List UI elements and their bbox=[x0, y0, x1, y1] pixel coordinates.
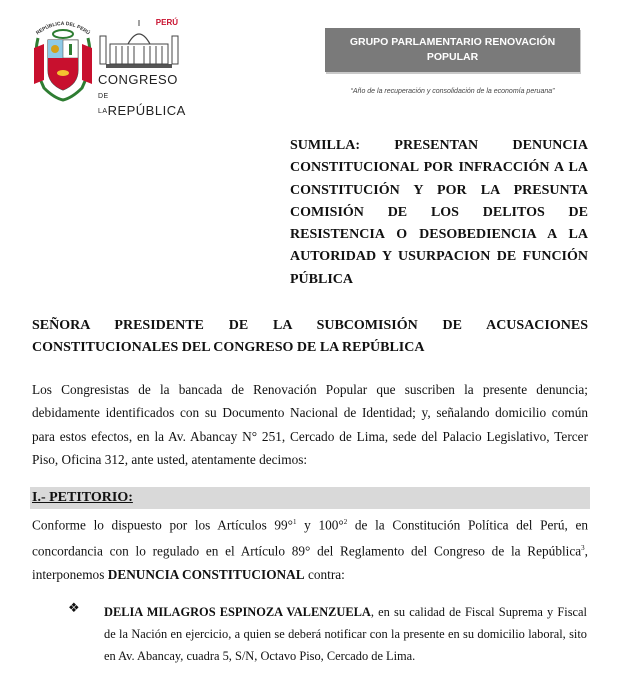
congress-logo bbox=[30, 18, 186, 118]
defendant-text bbox=[104, 601, 587, 667]
defendant-details: , en su calidad de Fiscal Suprema y Fiscal de la Nación en ejercicio, a quien se deberá notificar con la presente en su domicilio laboral, sito en Av. Abancay, cuadra 5, S/N, Octavo Piso, Cercado de Lima. bbox=[104, 605, 588, 663]
footnote-ref-2: 2 bbox=[343, 518, 348, 526]
footnote-ref-1: 1 bbox=[293, 518, 297, 526]
footnote-ref-3: 3 bbox=[581, 543, 585, 552]
addressee-paragraph: SEÑORA PRESIDENTE DE LA SUBCOMISIÓN DE ACUSACIONES CONSTITUCIONALES DEL CONGRESO DE LA REPÚBLICA bbox=[32, 318, 588, 355]
republica-connector: DE LA bbox=[98, 93, 109, 116]
sumilla-paragraph: SUMILLA: PRESENTAN DENUNCIA CONSTITUCIONAL POR INFRACCIÓN A LA CONSTITUCIÓN Y POR LA PRESUNTA COMISIÓN DE LOS DELITOS DE RESISTENCIA O DESOBEDIENCIA A LA AUTORIDAD Y USURPACION DE FUNCIÓN PÚBLICA bbox=[290, 138, 588, 287]
defendant-name: DELIA MILAGROS ESPINOZA VALENZUELA bbox=[104, 605, 371, 619]
congress-word: CONGRESO bbox=[98, 72, 178, 87]
group-name: GRUPO PARLAMENTARIO RENOVACIÓN POPULAR bbox=[349, 36, 556, 63]
intro-paragraph: Los Congresistas de la bancada de Renovación Popular que suscriben la presente denuncia; debidamente identificados con su Documento Nacional de Identidad; y, señalando domicilio común para estos efectos, en la Av. Abancay N° 251, Cercado de Lima, sede del Palacio Legislativo, Tercer Piso, Oficina 312, ante usted, atentamente decimos: bbox=[32, 382, 588, 468]
peru-tag: PERÚ bbox=[155, 18, 178, 27]
diamond-bullet-icon: ❖ bbox=[68, 601, 80, 616]
republica-word bbox=[98, 88, 186, 118]
republica-word-text: REPÚBLICA bbox=[107, 103, 186, 118]
petitorio-part3: de la Constitución Política del Perú, en concordancia con lo regulado en el Artículo 89° del Reglamento del Congreso de la República bbox=[32, 517, 589, 559]
seal-text-arc bbox=[30, 18, 96, 38]
svg-text:REPÚBLICA DEL PERÚ: REPÚBLICA DEL PERÚ bbox=[35, 20, 91, 37]
congress-building-logo bbox=[98, 18, 186, 118]
petitorio-part1: Conforme lo dispuesto por los Artículos 99° bbox=[32, 517, 294, 533]
petitorio-part5: contra: bbox=[304, 566, 345, 582]
petitorio-paragraph bbox=[32, 511, 588, 586]
year-motto: “Año de la recuperación y consolidación de la economía peruana” bbox=[350, 88, 555, 95]
petitorio-part2: y 100° bbox=[296, 517, 344, 533]
petitorio-heading-text: I.- PETITORIO: bbox=[32, 490, 133, 505]
parliamentary-group-box bbox=[325, 28, 580, 72]
petitorio-part4: , interponemos bbox=[32, 543, 588, 582]
denuncia-bold: DENUNCIA CONSTITUCIONAL bbox=[107, 566, 305, 582]
petitorio-heading bbox=[30, 487, 590, 509]
